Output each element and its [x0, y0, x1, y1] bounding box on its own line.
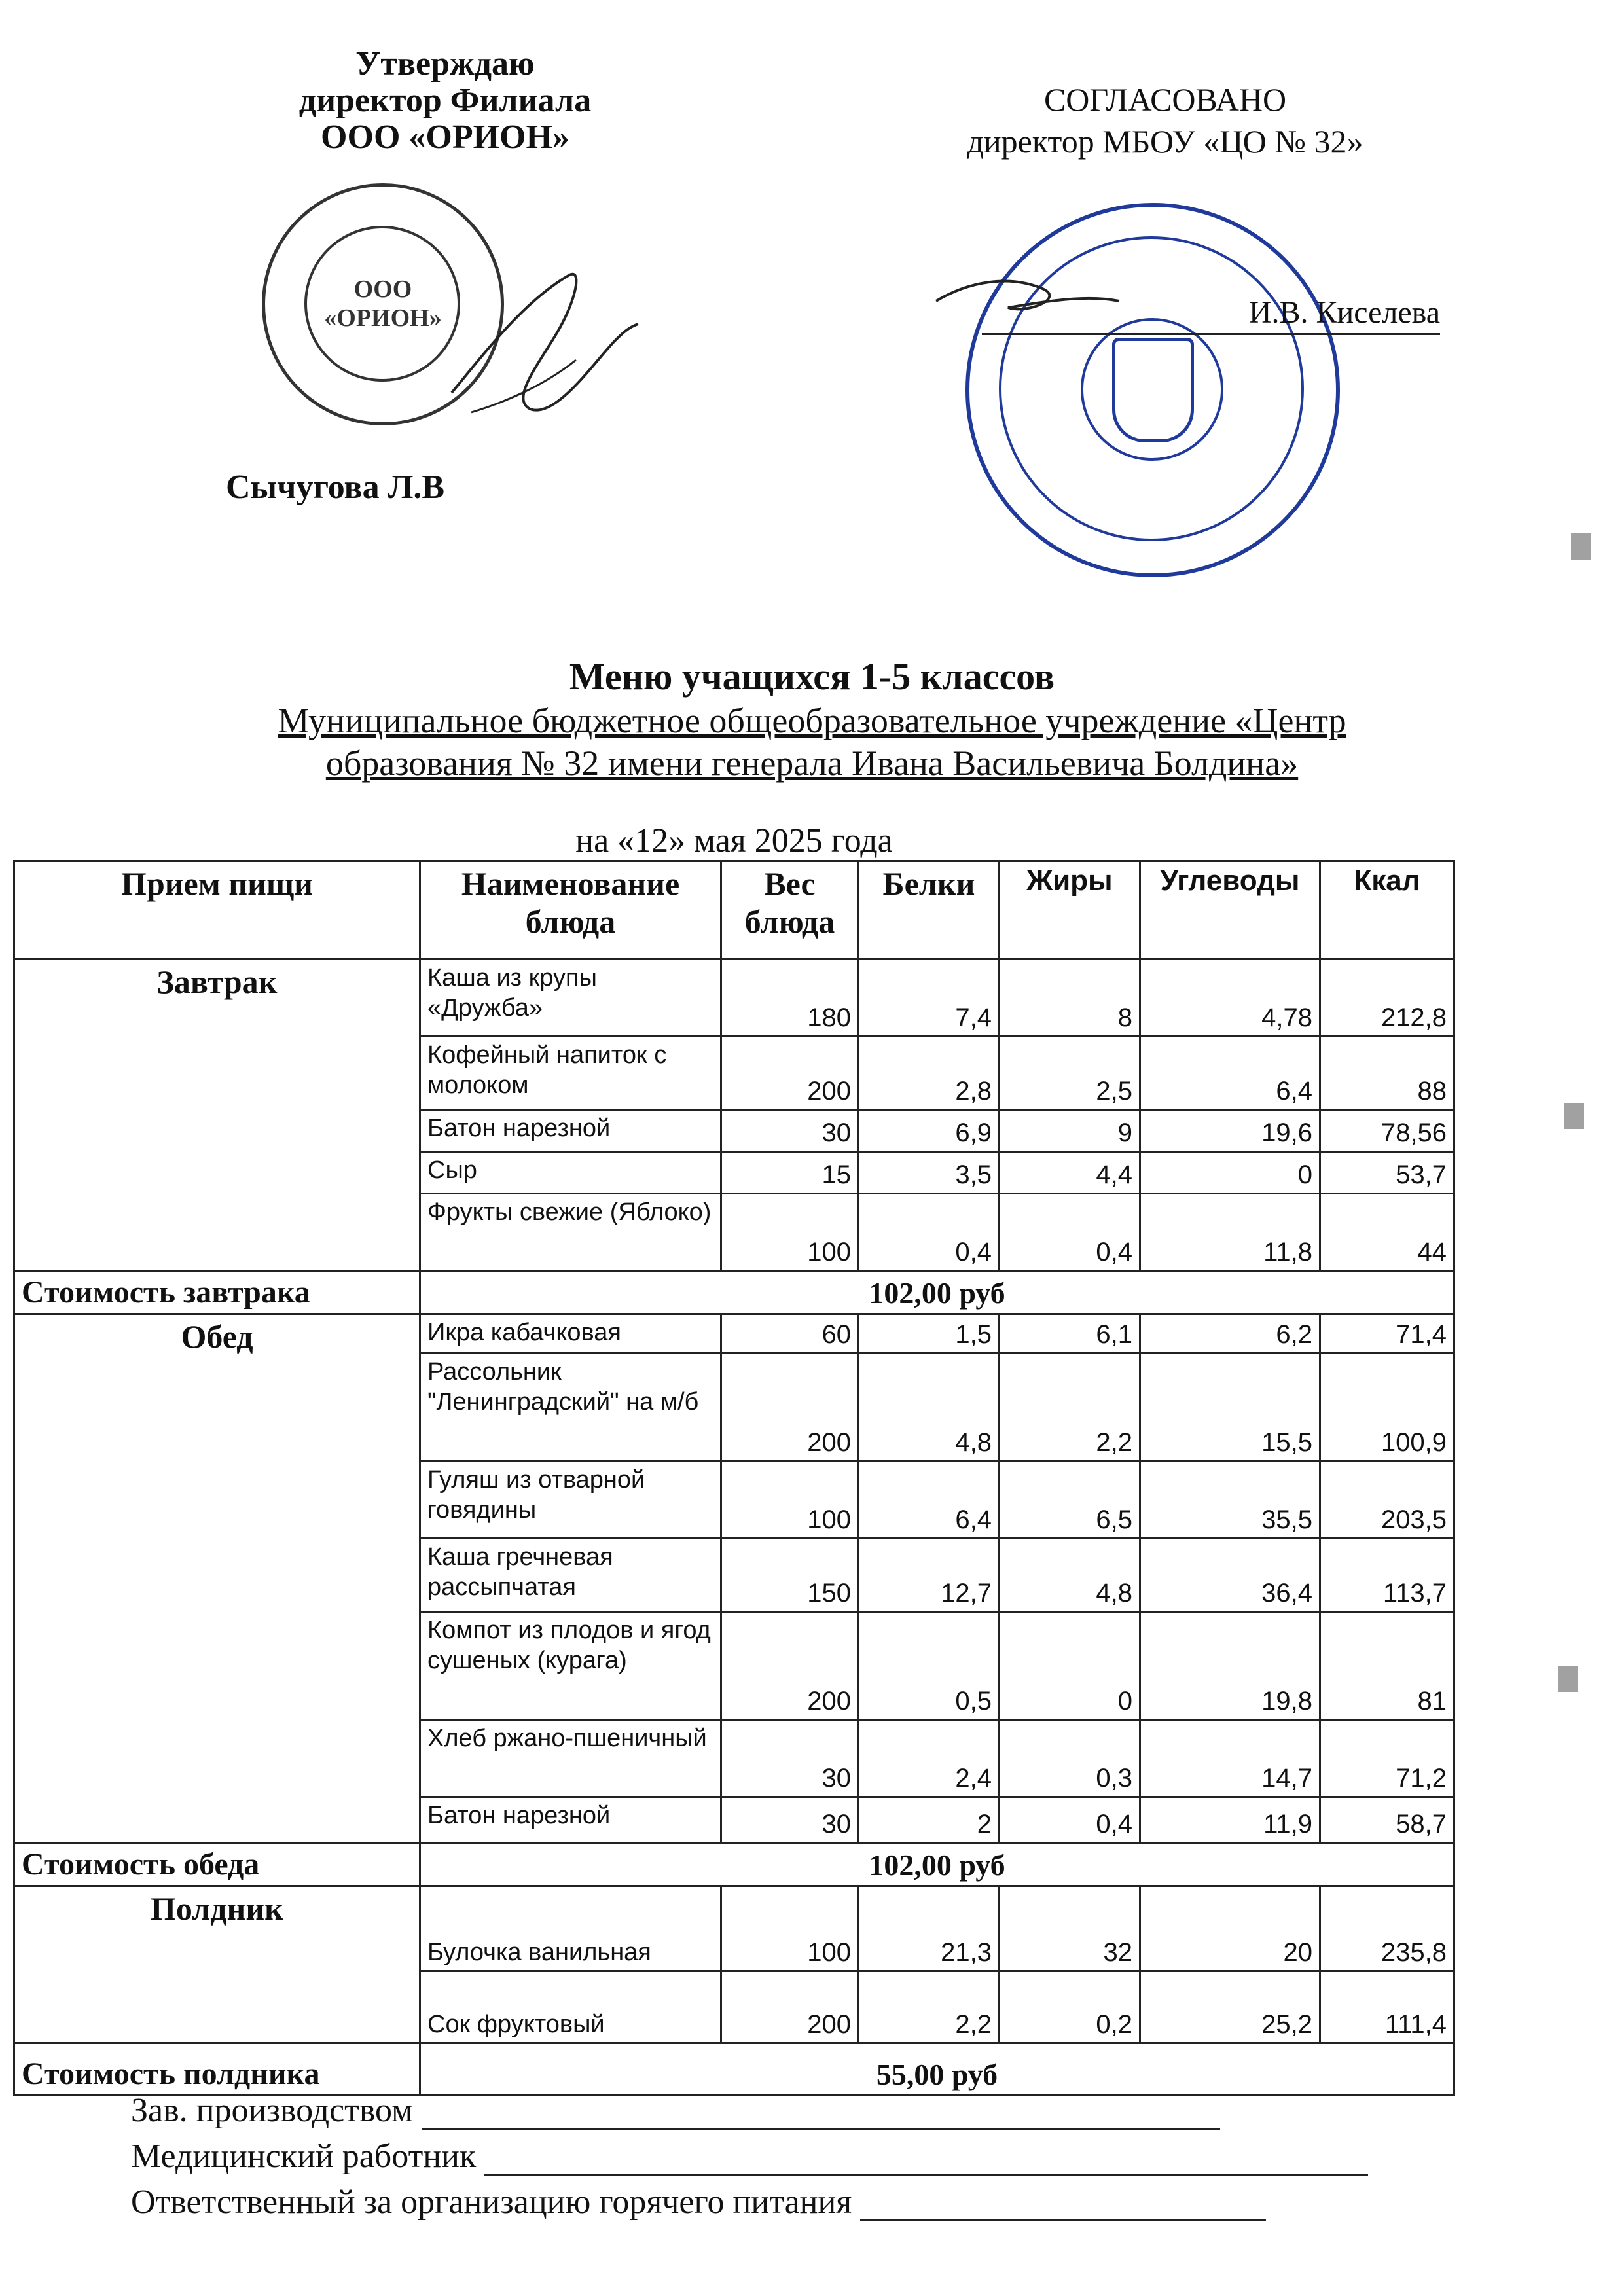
- dish-weight: 200: [721, 1971, 859, 2043]
- organization-line-2-text: образования № 32 имени генерала Ивана Васильевича Болдина»: [325, 744, 1299, 783]
- dish-fat: 4,4: [1000, 1152, 1140, 1194]
- dish-kcal: 100,9: [1320, 1354, 1454, 1462]
- coat-of-arms-icon: [1112, 338, 1194, 442]
- dish-weight: 100: [721, 1194, 859, 1271]
- footer-hot-meals-responsible: [131, 2183, 1407, 2221]
- dish-weight: 200: [721, 1354, 859, 1462]
- dish-carbs: 6,2: [1140, 1314, 1320, 1354]
- dish-name: Компот из плодов и ягод сушеных (курага): [420, 1612, 721, 1720]
- dish-kcal: 88: [1320, 1037, 1454, 1110]
- dish-carbs: 4,78: [1140, 960, 1320, 1037]
- dish-fat: 0,2: [1000, 1971, 1140, 2043]
- dish-name: Гуляш из отварной говядины: [420, 1462, 721, 1539]
- dish-protein: 7,4: [859, 960, 1000, 1037]
- dish-weight: 30: [721, 1110, 859, 1152]
- dish-kcal: 203,5: [1320, 1462, 1454, 1539]
- dish-weight: 100: [721, 1886, 859, 1971]
- dish-name: Сок фруктовый: [420, 1971, 721, 2043]
- scan-artifact: [1558, 1666, 1578, 1692]
- approval-line-3: ООО «ОРИОН»: [321, 118, 569, 156]
- dish-weight: 100: [721, 1462, 859, 1539]
- meal-lunch-label: Обед: [14, 1314, 420, 1843]
- dish-protein: 2,8: [859, 1037, 1000, 1110]
- dish-carbs: 20: [1140, 1886, 1320, 1971]
- dish-kcal: 81: [1320, 1612, 1454, 1720]
- menu-table: [13, 821, 1455, 2096]
- dish-kcal: 53,7: [1320, 1152, 1454, 1194]
- dish-protein: 2,2: [859, 1971, 1000, 2043]
- table-row: [14, 960, 1454, 1037]
- approver-name: Сычугова Л.В: [226, 469, 445, 506]
- lunch-cost-row: [14, 1843, 1454, 1886]
- dish-weight: 150: [721, 1539, 859, 1612]
- footer-production-manager: [131, 2091, 1407, 2130]
- dish-fat: 0,3: [1000, 1720, 1140, 1797]
- dish-kcal: 113,7: [1320, 1539, 1454, 1612]
- approval-block: [196, 46, 694, 156]
- footer-line-3-label: Ответственный за организацию горячего питания: [131, 2183, 852, 2221]
- dish-name: Рассольник "Ленинградский" на м/б: [420, 1354, 721, 1462]
- dish-kcal: 58,7: [1320, 1797, 1454, 1843]
- snack-cost-row: [14, 2043, 1454, 2096]
- approval-line-1: Утверждаю: [355, 45, 535, 82]
- dish-kcal: 78,56: [1320, 1110, 1454, 1152]
- orion-stamp-text-2: «ОРИОН»: [324, 304, 442, 332]
- dish-weight: 200: [721, 1612, 859, 1720]
- dish-name: Булочка ванильная: [420, 1886, 721, 1971]
- dish-fat: 2,2: [1000, 1354, 1140, 1462]
- header-weight: Вес блюда: [721, 861, 859, 960]
- dish-name: Батон нарезной: [420, 1797, 721, 1843]
- table-row: [14, 1886, 1454, 1971]
- organization-line-2: [0, 743, 1624, 783]
- agreement-signatory-name: И.В. Киселева: [982, 295, 1440, 335]
- orion-stamp-text-1: ООО: [353, 276, 412, 303]
- dish-protein: 4,8: [859, 1354, 1000, 1462]
- meal-breakfast-label: Завтрак: [14, 960, 420, 1271]
- school-stamp: [965, 203, 1340, 577]
- signature-line: [484, 2174, 1368, 2176]
- dish-weight: 200: [721, 1037, 859, 1110]
- dish-fat: 8: [1000, 960, 1140, 1037]
- scan-artifact: [1564, 1103, 1584, 1129]
- dish-carbs: 11,8: [1140, 1194, 1320, 1271]
- approval-line-2: директор Филиала: [298, 82, 592, 119]
- dish-fat: 6,1: [1000, 1314, 1140, 1354]
- footer-medical-worker: [131, 2137, 1407, 2176]
- dish-fat: 2,5: [1000, 1037, 1140, 1110]
- dish-name: Каша из крупы «Дружба»: [420, 960, 721, 1037]
- dish-name: Кофейный напиток с молоком: [420, 1037, 721, 1110]
- agreement-line-1: СОГЛАСОВАНО: [1043, 81, 1287, 118]
- organization-line-1-text: Муниципальное бюджетное общеобразовательное учреждение «Центр: [278, 701, 1346, 740]
- dish-carbs: 14,7: [1140, 1720, 1320, 1797]
- header-fat: Жиры: [1000, 861, 1140, 960]
- dish-carbs: 35,5: [1140, 1462, 1320, 1539]
- dish-kcal: 212,8: [1320, 960, 1454, 1037]
- dish-weight: 15: [721, 1152, 859, 1194]
- dish-protein: 2: [859, 1797, 1000, 1843]
- scan-artifact: [1571, 533, 1591, 560]
- lunch-cost-label: Стоимость обеда: [14, 1843, 420, 1886]
- dish-protein: 2,4: [859, 1720, 1000, 1797]
- date-row: [14, 821, 1454, 861]
- dish-protein: 21,3: [859, 1886, 1000, 1971]
- table-row: [14, 1314, 1454, 1354]
- breakfast-cost-value: 102,00 руб: [420, 1271, 1454, 1314]
- dish-protein: 0,4: [859, 1194, 1000, 1271]
- dish-carbs: 19,6: [1140, 1110, 1320, 1152]
- dish-fat: 0,4: [1000, 1797, 1140, 1843]
- snack-cost-label: Стоимость полдника: [14, 2043, 420, 2096]
- signature-line: [860, 2219, 1266, 2221]
- signature-line: [422, 2128, 1220, 2130]
- header-meal: Прием пищи: [14, 861, 420, 960]
- dish-kcal: 71,2: [1320, 1720, 1454, 1797]
- dish-name: Хлеб ржано-пшеничный: [420, 1720, 721, 1797]
- dish-protein: 6,9: [859, 1110, 1000, 1152]
- dish-fat: 6,5: [1000, 1462, 1140, 1539]
- dish-name: Икра кабачковая: [420, 1314, 721, 1354]
- dish-protein: 6,4: [859, 1462, 1000, 1539]
- organization-line-1: [0, 700, 1624, 741]
- menu-title: Меню учащихся 1-5 классов: [569, 655, 1055, 698]
- dish-fat: 0: [1000, 1612, 1140, 1720]
- dish-fat: 9: [1000, 1110, 1140, 1152]
- dish-name: Сыр: [420, 1152, 721, 1194]
- table-header-row: [14, 861, 1454, 960]
- dish-weight: 180: [721, 960, 859, 1037]
- meal-snack-label: Полдник: [14, 1886, 420, 2043]
- dish-weight: 30: [721, 1797, 859, 1843]
- dish-weight: 60: [721, 1314, 859, 1354]
- breakfast-cost-row: [14, 1271, 1454, 1314]
- agreement-line-2: директор МБОУ «ЦО № 32»: [967, 123, 1363, 160]
- dish-kcal: 235,8: [1320, 1886, 1454, 1971]
- dish-carbs: 11,9: [1140, 1797, 1320, 1843]
- dish-protein: 3,5: [859, 1152, 1000, 1194]
- dish-carbs: 36,4: [1140, 1539, 1320, 1612]
- dish-kcal: 71,4: [1320, 1314, 1454, 1354]
- dish-carbs: 25,2: [1140, 1971, 1320, 2043]
- dish-protein: 0,5: [859, 1612, 1000, 1720]
- agreement-block: [871, 79, 1460, 162]
- approver-signature: [445, 262, 641, 432]
- footer-line-2-label: Медицинский работник: [131, 2138, 477, 2175]
- footer-line-1-label: Зав. производством: [131, 2092, 413, 2129]
- dish-carbs: 6,4: [1140, 1037, 1320, 1110]
- snack-cost-value: 55,00 руб: [420, 2043, 1454, 2096]
- header-dish: Наименование блюда: [420, 861, 721, 960]
- header-protein: Белки: [859, 861, 1000, 960]
- dish-fat: 32: [1000, 1886, 1140, 1971]
- breakfast-cost-label: Стоимость завтрака: [14, 1271, 420, 1314]
- dish-name: Каша гречневая рассыпчатая: [420, 1539, 721, 1612]
- header-carbs: Углеводы: [1140, 861, 1320, 960]
- lunch-cost-value: 102,00 руб: [420, 1843, 1454, 1886]
- dish-carbs: 15,5: [1140, 1354, 1320, 1462]
- dish-kcal: 44: [1320, 1194, 1454, 1271]
- dish-protein: 12,7: [859, 1539, 1000, 1612]
- dish-carbs: 19,8: [1140, 1612, 1320, 1720]
- menu-date: на «12» мая 2025 года: [575, 822, 893, 859]
- header-kcal: Ккал: [1320, 861, 1454, 960]
- dish-weight: 30: [721, 1720, 859, 1797]
- dish-name: Фрукты свежие (Яблоко): [420, 1194, 721, 1271]
- dish-kcal: 111,4: [1320, 1971, 1454, 2043]
- dish-name: Батон нарезной: [420, 1110, 721, 1152]
- dish-carbs: 0: [1140, 1152, 1320, 1194]
- dish-fat: 4,8: [1000, 1539, 1140, 1612]
- dish-fat: 0,4: [1000, 1194, 1140, 1271]
- dish-protein: 1,5: [859, 1314, 1000, 1354]
